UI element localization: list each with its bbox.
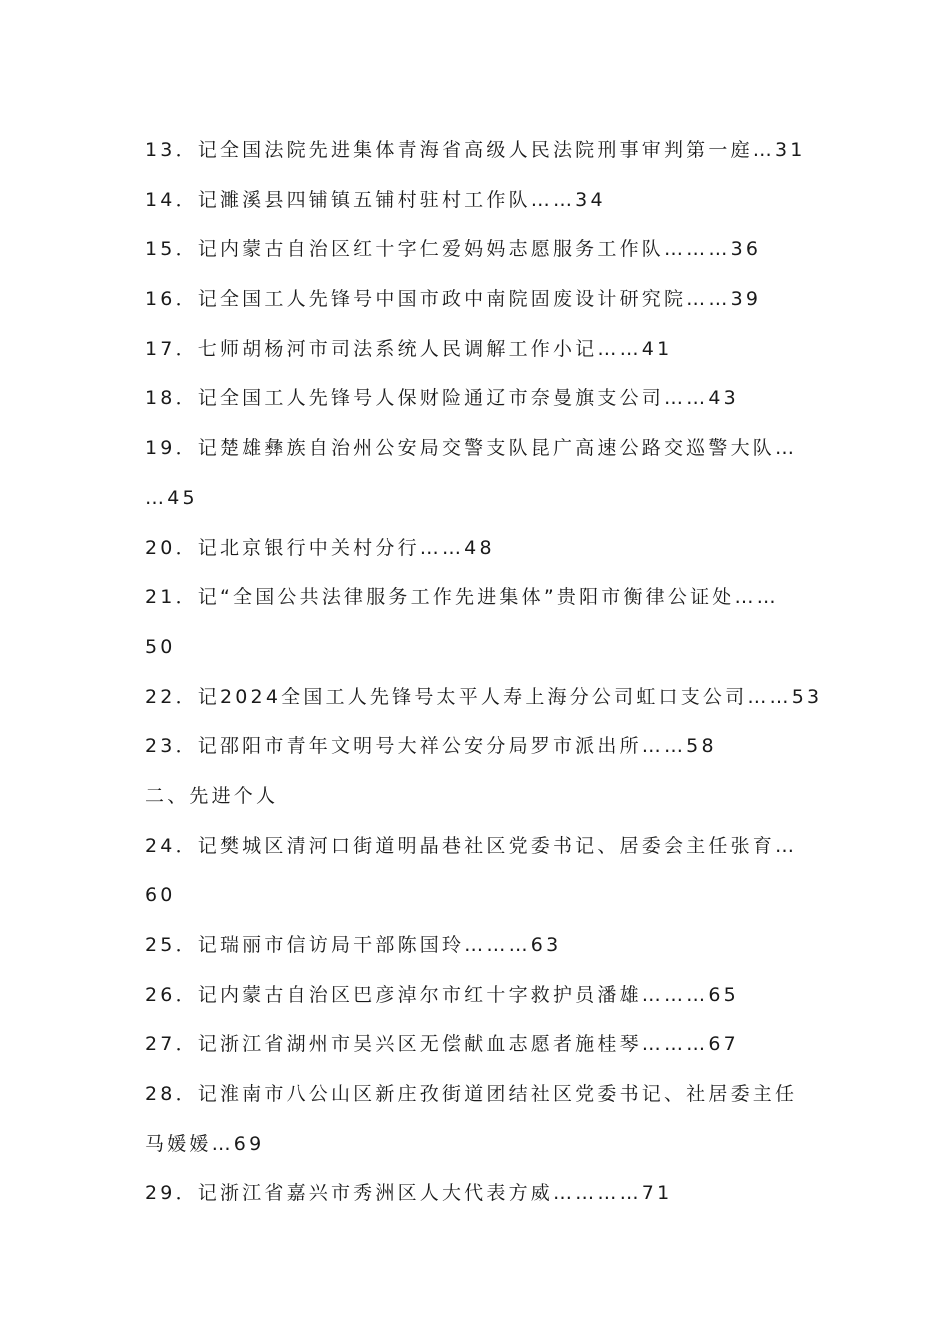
toc-line [145,728,810,778]
toc-line [145,828,810,878]
toc-line-text: 17．七师胡杨河市司法系统人民调解工作小记……41 [145,337,673,360]
toc-line-text: 20．记北京银行中关村分行……48 [145,536,495,559]
toc-line-text: 28．记淮南市八公山区新庄孜街道团结社区党委书记、社居委主任 [145,1083,798,1106]
toc-line-text: …45 [145,486,198,509]
toc-line [145,1175,810,1225]
toc-line [145,877,810,927]
toc-line [145,430,810,480]
toc-line-text: 18．记全国工人先锋号人保财险通辽市奈曼旗支公司……43 [145,387,739,410]
toc-line [145,679,823,729]
toc-line [145,927,810,977]
table-of-contents [145,132,823,1225]
toc-line-text: 14．记濉溪县四铺镇五铺村驻村工作队……34 [145,188,606,211]
toc-line [145,480,810,530]
toc-line [145,182,810,232]
toc-line-text: 50 [145,635,176,658]
toc-line-text: 21．记“全国公共法律服务工作先进集体”贵阳市衡律公证处…… [145,586,779,609]
toc-line-text: 26．记内蒙古自治区巴彦淖尔市红十字救护员潘雄………65 [145,983,739,1006]
toc-line [145,132,810,182]
toc-line [145,1126,810,1176]
section-heading [145,778,810,828]
toc-line [145,331,810,381]
toc-line [145,530,810,580]
toc-line-text: 19．记楚雄彝族自治州公安局交警支队昆广高速公路交巡警大队… [145,437,798,460]
toc-line [145,1076,810,1126]
toc-line [145,1026,810,1076]
toc-line [145,977,810,1027]
toc-line-text: 27．记浙江省湖州市吴兴区无偿献血志愿者施桂琴………67 [145,1033,739,1056]
toc-line [145,629,810,679]
toc-line [145,380,810,430]
toc-line-text: 23．记邵阳市青年文明号大祥公安分局罗市派出所……58 [145,735,717,758]
toc-line-text: 13．记全国法院先进集体青海省高级人民法院刑事审判第一庭…31 [145,139,806,161]
toc-line-text: 15．记内蒙古自治区红十字仁爱妈妈志愿服务工作队………36 [145,238,762,261]
toc-line [145,231,810,281]
section-heading-text: 二、先进个人 [145,784,279,807]
toc-line-text: 29．记浙江省嘉兴市秀洲区人大代表方威…………71 [145,1182,673,1205]
toc-line-text: 60 [145,884,176,907]
toc-line-text: 25．记瑞丽市信访局干部陈国玲………63 [145,934,562,956]
toc-line-text: 16．记全国工人先锋号中国市政中南院固废设计研究院……39 [145,288,762,311]
toc-line-text: 22．记2024全国工人先锋号太平人寿上海分公司虹口支公司……53 [145,685,823,708]
toc-line-text: 马媛媛…69 [145,1132,265,1155]
toc-line-text: 24．记樊城区清河口街道明晶巷社区党委书记、居委会主任张育… [145,834,798,857]
toc-line [145,579,810,629]
toc-line [145,281,810,331]
